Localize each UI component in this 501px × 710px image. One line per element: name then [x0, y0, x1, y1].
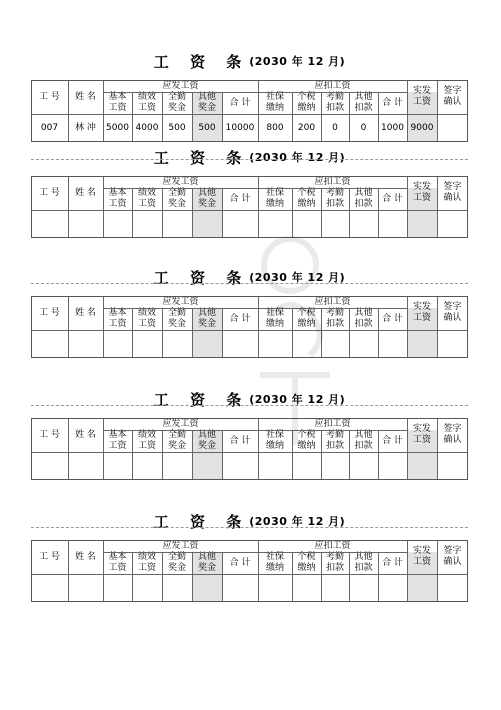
subheader-earnings-total: 合 计 — [229, 193, 251, 204]
subheader-other-deduct: 其他 扣款 — [354, 308, 373, 329]
grid-line — [378, 308, 379, 358]
subheader-attendance: 全勤 奖金 — [167, 92, 186, 113]
subheader-deductions-total: 合 计 — [382, 313, 403, 324]
header-net-pay: 实发 工资 — [412, 546, 431, 567]
cell-net-pay — [407, 210, 437, 238]
cell-base: 5000 — [106, 122, 129, 133]
subheader-social: 社保 缴纳 — [265, 92, 284, 113]
cell-other-deduct — [349, 574, 378, 602]
cell-net-pay: 9000 — [410, 122, 434, 133]
subheader-attendance-deduct: 考勤 扣款 — [325, 552, 344, 573]
grid-line — [258, 540, 259, 602]
cell-other-bonus — [192, 330, 222, 358]
subheader-other-bonus: 其他 奖金 — [197, 188, 216, 209]
subheader-attendance: 全勤 奖金 — [167, 552, 186, 573]
payslip-5 — [31, 510, 468, 602]
cell-base — [103, 574, 132, 602]
subheader-performance: 绩效 工资 — [137, 430, 156, 451]
payslip-title — [31, 146, 468, 168]
cell-emp-id — [31, 210, 68, 238]
grid-line — [292, 552, 293, 602]
cut-line — [31, 159, 468, 160]
cell-attendance — [162, 210, 192, 238]
cell-signature — [437, 114, 468, 142]
grid-line — [292, 92, 293, 142]
cell-deductions-total: 1000 — [381, 122, 404, 133]
grid-line — [132, 92, 133, 142]
cut-line — [31, 283, 468, 284]
cell-earnings-total: 10000 — [225, 122, 255, 133]
grid-line — [222, 308, 223, 358]
header-net-pay: 实发 工资 — [412, 424, 431, 445]
cell-name: 林 冲 — [75, 122, 96, 133]
cell-other-deduct — [349, 210, 378, 238]
header-earnings: 应发工资 — [162, 176, 199, 187]
payslip-table — [31, 418, 468, 480]
grid-line — [407, 540, 408, 602]
cell-base — [103, 452, 132, 480]
subheader-performance: 绩效 工资 — [137, 552, 156, 573]
subheader-base: 基本 工资 — [108, 188, 127, 209]
subheader-social: 社保 缴纳 — [265, 552, 284, 573]
cell-attendance-deduct — [321, 330, 349, 358]
header-net-pay: 实发 工资 — [412, 302, 431, 323]
cell-other-deduct — [349, 330, 378, 358]
cell-tax — [292, 210, 321, 238]
grid-line — [258, 296, 259, 358]
subheader-other-bonus: 其他 奖金 — [197, 92, 216, 113]
header-net-pay: 实发 工资 — [412, 86, 431, 107]
cell-attendance — [162, 330, 192, 358]
grid-line — [162, 92, 163, 142]
grid-line — [349, 92, 350, 142]
grid-line — [437, 296, 438, 358]
subheader-social: 社保 缴纳 — [265, 430, 284, 451]
grid-line — [349, 308, 350, 358]
header-emp-id: 工 号 — [39, 91, 60, 102]
cell-signature — [437, 330, 468, 358]
cell-emp-id — [31, 574, 68, 602]
title-text: 工 资 条 — [153, 148, 250, 167]
cell-emp-id: 007 — [40, 122, 59, 133]
header-name: 姓 名 — [75, 91, 96, 102]
subheader-deductions-total: 合 计 — [382, 435, 403, 446]
cell-earnings-total — [222, 452, 258, 480]
cell-other-bonus — [192, 210, 222, 238]
cell-net-pay — [407, 452, 437, 480]
grid-line — [132, 430, 133, 480]
cell-emp-id — [31, 452, 68, 480]
payslip-table — [31, 540, 468, 602]
subheader-attendance-deduct: 考勤 扣款 — [325, 92, 344, 113]
cell-other-bonus — [192, 574, 222, 602]
grid-line — [378, 188, 379, 238]
grid-line — [192, 188, 193, 238]
cell-deductions-total — [378, 574, 407, 602]
grid-line — [31, 574, 468, 575]
header-signature: 签字 确认 — [443, 182, 462, 203]
cell-earnings-total — [222, 574, 258, 602]
grid-line — [349, 188, 350, 238]
grid-line — [258, 176, 259, 238]
payslip-table — [31, 176, 468, 238]
grid-line — [378, 552, 379, 602]
subheader-attendance-deduct: 考勤 扣款 — [325, 308, 344, 329]
header-earnings: 应发工资 — [162, 296, 199, 307]
title-text: 工 资 条 — [153, 512, 250, 531]
cell-attendance: 500 — [168, 122, 186, 133]
subheader-other-bonus: 其他 奖金 — [197, 308, 216, 329]
title-text: 工 资 条 — [153, 268, 250, 287]
grid-line — [162, 188, 163, 238]
cell-attendance — [162, 452, 192, 480]
header-emp-id: 工 号 — [39, 187, 60, 198]
cell-deductions-total — [378, 210, 407, 238]
grid-line — [292, 430, 293, 480]
grid-line — [103, 188, 407, 189]
header-name: 姓 名 — [75, 551, 96, 562]
grid-line — [68, 80, 69, 142]
title-date: (2030 年 12 月) — [249, 271, 346, 284]
subheader-tax: 个税 缴纳 — [297, 188, 316, 209]
header-signature: 签字 确认 — [443, 546, 462, 567]
cell-social — [258, 330, 292, 358]
grid-line — [349, 430, 350, 480]
grid-line — [437, 80, 438, 142]
grid-line — [103, 296, 104, 358]
subheader-performance: 绩效 工资 — [137, 308, 156, 329]
subheader-attendance: 全勤 奖金 — [167, 308, 186, 329]
cell-earnings-total — [222, 330, 258, 358]
grid-line — [407, 176, 408, 238]
header-name: 姓 名 — [75, 429, 96, 440]
cell-name — [68, 574, 103, 602]
cell-signature — [437, 452, 468, 480]
grid-line — [292, 188, 293, 238]
subheader-base: 基本 工资 — [108, 552, 127, 573]
header-signature: 签字 确认 — [443, 86, 462, 107]
header-name: 姓 名 — [75, 187, 96, 198]
subheader-tax: 个税 缴纳 — [297, 92, 316, 113]
grid-line — [321, 188, 322, 238]
cell-net-pay — [407, 574, 437, 602]
header-deductions: 应扣工资 — [314, 80, 351, 91]
grid-line — [68, 418, 69, 480]
header-deductions: 应扣工资 — [314, 540, 351, 551]
grid-line — [162, 308, 163, 358]
title-date: (2030 年 12 月) — [249, 393, 346, 406]
subheader-base: 基本 工资 — [108, 92, 127, 113]
cell-performance — [132, 574, 162, 602]
subheader-attendance: 全勤 奖金 — [167, 430, 186, 451]
subheader-earnings-total: 合 计 — [229, 97, 251, 108]
payslip-table — [31, 296, 468, 358]
grid-line — [321, 552, 322, 602]
cell-other-bonus: 500 — [198, 122, 216, 133]
cell-signature — [437, 574, 468, 602]
header-deductions: 应扣工资 — [314, 296, 351, 307]
header-net-pay: 实发 工资 — [412, 182, 431, 203]
subheader-base: 基本 工资 — [108, 430, 127, 451]
grid-line — [437, 176, 438, 238]
subheader-attendance-deduct: 考勤 扣款 — [325, 188, 344, 209]
payslip-title — [31, 388, 468, 410]
subheader-other-deduct: 其他 扣款 — [354, 92, 373, 113]
grid-line — [321, 308, 322, 358]
cell-social — [258, 574, 292, 602]
payslip-4 — [31, 388, 468, 480]
cell-tax: 200 — [297, 122, 316, 133]
grid-line — [68, 540, 69, 602]
subheader-other-deduct: 其他 扣款 — [354, 188, 373, 209]
header-deductions: 应扣工资 — [314, 418, 351, 429]
grid-line — [103, 430, 407, 431]
subheader-other-deduct: 其他 扣款 — [354, 552, 373, 573]
subheader-deductions-total: 合 计 — [382, 193, 403, 204]
grid-line — [378, 430, 379, 480]
grid-line — [192, 430, 193, 480]
grid-line — [321, 92, 322, 142]
title-text: 工 资 条 — [153, 390, 250, 409]
subheader-deductions-total: 合 计 — [382, 557, 403, 568]
payslip-3 — [31, 266, 468, 358]
subheader-tax: 个税 缴纳 — [297, 552, 316, 573]
grid-line — [407, 418, 408, 480]
cell-attendance-deduct — [321, 574, 349, 602]
cell-deductions-total — [378, 452, 407, 480]
cell-name — [68, 452, 103, 480]
cell-performance — [132, 210, 162, 238]
grid-line — [31, 210, 468, 211]
header-earnings: 应发工资 — [162, 80, 199, 91]
cell-emp-id — [31, 330, 68, 358]
grid-line — [31, 452, 468, 453]
subheader-performance: 绩效 工资 — [137, 92, 156, 113]
grid-line — [222, 552, 223, 602]
grid-line — [437, 540, 438, 602]
header-emp-id: 工 号 — [39, 307, 60, 318]
grid-line — [132, 308, 133, 358]
grid-line — [222, 92, 223, 142]
title-date: (2030 年 12 月) — [249, 151, 346, 164]
grid-line — [258, 80, 259, 142]
payslip-title — [31, 266, 468, 288]
cell-tax — [292, 452, 321, 480]
header-emp-id: 工 号 — [39, 429, 60, 440]
grid-line — [407, 296, 408, 358]
header-emp-id: 工 号 — [39, 551, 60, 562]
header-name: 姓 名 — [75, 307, 96, 318]
cell-name — [68, 330, 103, 358]
cell-other-deduct — [349, 452, 378, 480]
cell-name — [68, 210, 103, 238]
cell-attendance — [162, 574, 192, 602]
cell-net-pay — [407, 330, 437, 358]
cell-performance — [132, 330, 162, 358]
grid-line — [192, 552, 193, 602]
subheader-tax: 个税 缴纳 — [297, 430, 316, 451]
title-date: (2030 年 12 月) — [249, 55, 346, 68]
grid-line — [103, 308, 407, 309]
grid-line — [103, 92, 407, 93]
grid-line — [132, 188, 133, 238]
grid-line — [103, 176, 104, 238]
grid-line — [132, 552, 133, 602]
grid-line — [162, 430, 163, 480]
grid-line — [31, 114, 468, 115]
cell-attendance-deduct — [321, 452, 349, 480]
grid-line — [258, 418, 259, 480]
cell-social — [258, 210, 292, 238]
payslip-title — [31, 50, 468, 72]
subheader-tax: 个税 缴纳 — [297, 308, 316, 329]
grid-line — [103, 540, 104, 602]
subheader-performance: 绩效 工资 — [137, 188, 156, 209]
cell-earnings-total — [222, 210, 258, 238]
cell-deductions-total — [378, 330, 407, 358]
grid-line — [349, 552, 350, 602]
cell-social — [258, 452, 292, 480]
payslip-table — [31, 80, 468, 142]
grid-line — [222, 430, 223, 480]
subheader-other-deduct: 其他 扣款 — [354, 430, 373, 451]
grid-line — [437, 418, 438, 480]
cut-line — [31, 527, 468, 528]
cell-base — [103, 210, 132, 238]
header-earnings: 应发工资 — [162, 540, 199, 551]
grid-line — [192, 92, 193, 142]
subheader-social: 社保 缴纳 — [265, 308, 284, 329]
grid-line — [192, 308, 193, 358]
grid-line — [222, 188, 223, 238]
subheader-social: 社保 缴纳 — [265, 188, 284, 209]
cell-other-deduct: 0 — [360, 122, 367, 133]
cell-attendance-deduct — [321, 210, 349, 238]
cell-attendance-deduct: 0 — [332, 122, 338, 133]
grid-line — [31, 330, 468, 331]
subheader-attendance-deduct: 考勤 扣款 — [325, 430, 344, 451]
grid-line — [68, 296, 69, 358]
header-earnings: 应发工资 — [162, 418, 199, 429]
payslip-1 — [31, 50, 468, 142]
cell-performance: 4000 — [135, 122, 159, 133]
grid-line — [292, 308, 293, 358]
cell-tax — [292, 574, 321, 602]
grid-line — [103, 80, 104, 142]
grid-line — [103, 418, 104, 480]
subheader-earnings-total: 合 计 — [229, 435, 251, 446]
grid-line — [378, 92, 379, 142]
cell-performance — [132, 452, 162, 480]
cell-other-bonus — [192, 452, 222, 480]
subheader-attendance: 全勤 奖金 — [167, 188, 186, 209]
cell-social: 800 — [266, 122, 284, 133]
subheader-earnings-total: 合 计 — [229, 557, 251, 568]
subheader-deductions-total: 合 计 — [382, 97, 403, 108]
grid-line — [321, 430, 322, 480]
payslip-title — [31, 510, 468, 532]
cell-tax — [292, 330, 321, 358]
cell-signature — [437, 210, 468, 238]
cell-base — [103, 330, 132, 358]
cut-line — [31, 405, 468, 406]
grid-line — [162, 552, 163, 602]
subheader-earnings-total: 合 计 — [229, 313, 251, 324]
header-deductions: 应扣工资 — [314, 176, 351, 187]
subheader-base: 基本 工资 — [108, 308, 127, 329]
subheader-other-bonus: 其他 奖金 — [197, 552, 216, 573]
header-signature: 签字 确认 — [443, 302, 462, 323]
grid-line — [103, 552, 407, 553]
grid-line — [68, 176, 69, 238]
subheader-other-bonus: 其他 奖金 — [197, 430, 216, 451]
title-date: (2030 年 12 月) — [249, 515, 346, 528]
grid-line — [407, 80, 408, 142]
header-signature: 签字 确认 — [443, 424, 462, 445]
title-text: 工 资 条 — [153, 52, 250, 71]
